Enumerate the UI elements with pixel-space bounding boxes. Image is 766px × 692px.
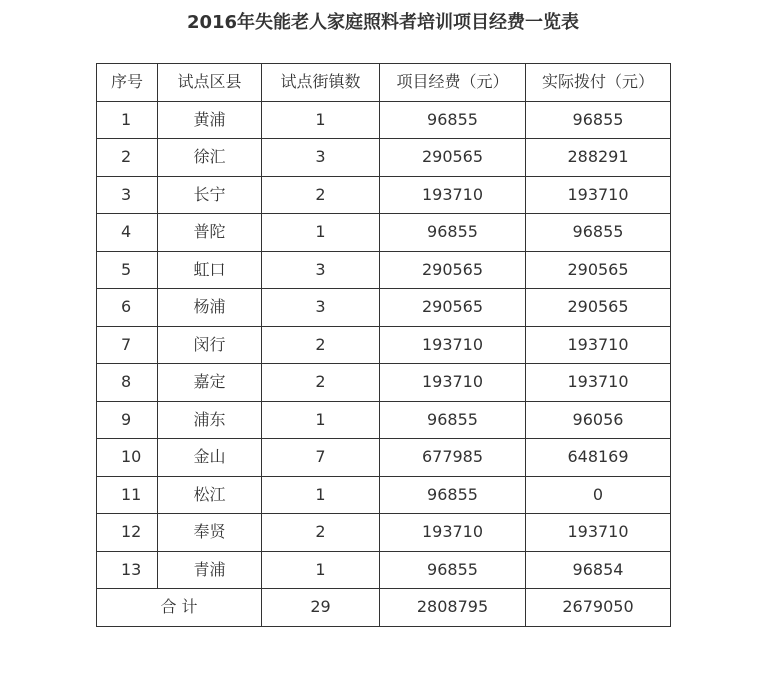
cell-allocated: 96855 [526,101,671,139]
cell-index: 3 [97,176,158,214]
table-row [97,364,671,402]
cell-allocated: 96056 [526,401,671,439]
header-allocated: 实际拨付（元） [526,64,671,102]
cell-index: 6 [97,289,158,327]
total-row [97,589,671,627]
table-header [97,64,671,102]
cell-index: 4 [97,214,158,252]
cell-budget: 290565 [380,139,526,177]
cell-towns: 1 [262,401,380,439]
cell-budget: 290565 [380,251,526,289]
cell-budget: 193710 [380,514,526,552]
total-towns: 29 [262,589,380,627]
cell-towns: 1 [262,101,380,139]
cell-budget: 193710 [380,176,526,214]
cell-district: 闵行 [158,326,262,364]
cell-budget: 96855 [380,101,526,139]
cell-index: 1 [97,101,158,139]
cell-towns: 3 [262,251,380,289]
cell-towns: 3 [262,289,380,327]
cell-towns: 2 [262,514,380,552]
table-row [97,401,671,439]
cell-budget: 96855 [380,551,526,589]
total-budget: 2808795 [380,589,526,627]
page-title: 2016年失能老人家庭照料者培训项目经费一览表 [186,12,580,33]
cell-district: 普陀 [158,214,262,252]
table-footer [97,589,671,627]
cell-budget: 290565 [380,289,526,327]
table-row [97,514,671,552]
cell-allocated: 193710 [526,176,671,214]
header-index: 序号 [97,64,158,102]
total-allocated: 2679050 [526,589,671,627]
table-row [97,251,671,289]
cell-allocated: 648169 [526,439,671,477]
cell-towns: 2 [262,176,380,214]
table-row [97,214,671,252]
cell-budget: 193710 [380,326,526,364]
cell-allocated: 96855 [526,214,671,252]
cell-district: 青浦 [158,551,262,589]
table-row [97,289,671,327]
cell-allocated: 0 [526,476,671,514]
cell-towns: 2 [262,326,380,364]
cell-district: 杨浦 [158,289,262,327]
cell-index: 13 [97,551,158,589]
table-row [97,139,671,177]
cell-towns: 3 [262,139,380,177]
table-row [97,476,671,514]
cell-towns: 7 [262,439,380,477]
cell-index: 12 [97,514,158,552]
cell-allocated: 290565 [526,289,671,327]
cell-budget: 96855 [380,476,526,514]
cell-district: 虹口 [158,251,262,289]
cell-allocated: 193710 [526,326,671,364]
cell-towns: 1 [262,476,380,514]
cell-district: 浦东 [158,401,262,439]
cell-index: 8 [97,364,158,402]
cell-allocated: 193710 [526,514,671,552]
table-row [97,176,671,214]
cell-towns: 1 [262,551,380,589]
header-towns: 试点街镇数 [262,64,380,102]
header-budget: 项目经费（元） [380,64,526,102]
table-body [97,101,671,589]
cell-index: 11 [97,476,158,514]
cell-allocated: 288291 [526,139,671,177]
cell-district: 嘉定 [158,364,262,402]
cell-towns: 2 [262,364,380,402]
total-label: 合 计 [97,589,262,627]
cell-district: 徐汇 [158,139,262,177]
cell-allocated: 193710 [526,364,671,402]
cell-index: 5 [97,251,158,289]
cell-budget: 193710 [380,364,526,402]
cell-budget: 677985 [380,439,526,477]
cell-district: 金山 [158,439,262,477]
header-district: 试点区县 [158,64,262,102]
funding-table [96,63,671,627]
cell-district: 长宁 [158,176,262,214]
cell-index: 7 [97,326,158,364]
table-row [97,101,671,139]
cell-index: 9 [97,401,158,439]
cell-district: 奉贤 [158,514,262,552]
cell-district: 黄浦 [158,101,262,139]
cell-index: 10 [97,439,158,477]
table-row [97,439,671,477]
cell-budget: 96855 [380,214,526,252]
header-row [97,64,671,102]
table-row [97,326,671,364]
table-row [97,551,671,589]
cell-towns: 1 [262,214,380,252]
cell-allocated: 96854 [526,551,671,589]
cell-budget: 96855 [380,401,526,439]
cell-allocated: 290565 [526,251,671,289]
cell-index: 2 [97,139,158,177]
cell-district: 松江 [158,476,262,514]
